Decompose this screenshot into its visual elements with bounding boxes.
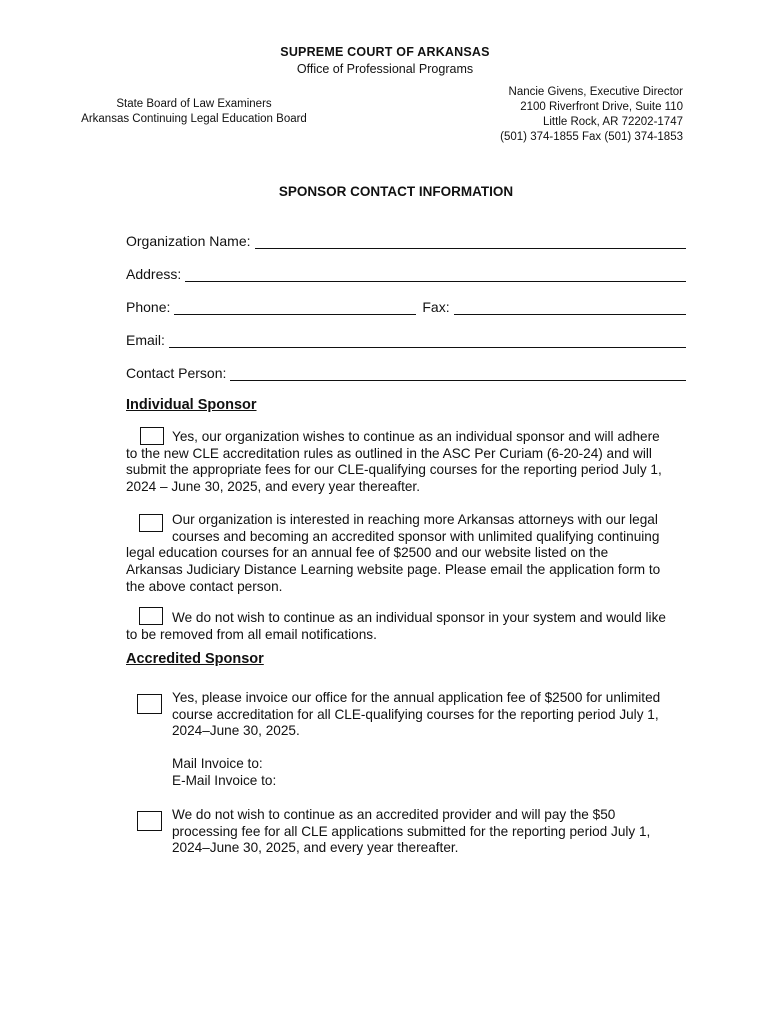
text-line: processing fee for all CLE applications submitted for the reporting period July 1, — [172, 823, 651, 839]
phone-label: Phone: — [126, 299, 171, 315]
address-line[interactable] — [185, 268, 686, 282]
text-line: to be removed from all email notifications. — [126, 626, 377, 642]
individual-discontinue-text — [126, 610, 666, 643]
email-invoice-label: E-Mail Invoice to: — [172, 772, 277, 788]
text-line: legal education courses for an annual fee of $2500 and our website listed on the — [126, 545, 609, 561]
accredited-discontinue-checkbox[interactable] — [137, 811, 162, 831]
individual-continue-text — [126, 429, 662, 496]
email-field[interactable] — [126, 330, 686, 348]
text-line: the above contact person. — [126, 578, 283, 594]
text-line: 2024–June 30, 2025. — [172, 723, 300, 739]
text-line: Yes, our organization wishes to continue as an individual sponsor and will adhere — [172, 429, 660, 444]
contact-person-label: Contact Person: — [126, 365, 227, 381]
individual-sponsor-heading: Individual Sponsor — [126, 397, 257, 413]
accredited-sponsor-heading: Accredited Sponsor — [126, 651, 264, 667]
invoice-recipients — [172, 756, 276, 789]
office-subtitle: Office of Professional Programs — [296, 62, 474, 76]
contact-address-block — [500, 85, 683, 145]
text-line: course accreditation for all CLE-qualifying courses for the reporting period July 1, — [172, 706, 659, 722]
contact-person-field[interactable] — [126, 363, 686, 381]
board-name-1: State Board of Law Examiners — [116, 98, 272, 110]
organization-name-line[interactable] — [255, 235, 686, 249]
text-line: We do not wish to continue as an accredited provider and will pay the $50 — [172, 807, 616, 822]
email-label: Email: — [126, 332, 165, 348]
director-name: Nancie Givens, Executive Director — [508, 86, 683, 98]
fax-line[interactable] — [454, 301, 686, 315]
accredited-invoice-text — [172, 690, 660, 740]
text-line: Arkansas Judiciary Distance Learning website page. Please email the application form to — [126, 562, 661, 578]
board-names — [80, 97, 308, 127]
text-line: submit the appropriate fees for our CLE-qualifying courses for the reporting period July 1, — [126, 462, 662, 478]
organization-name-label: Organization Name: — [126, 233, 251, 249]
board-name-2: Arkansas Continuing Legal Education Board — [81, 113, 307, 125]
form-title: SPONSOR CONTACT INFORMATION — [278, 184, 514, 199]
text-line: to the new CLE accreditation rules as outlined in the ASC Per Curiam (6-20-24) and will — [126, 445, 652, 461]
accredited-discontinue-text — [172, 807, 650, 857]
city-state-zip: Little Rock, AR 72202-1747 — [542, 116, 683, 128]
accredited-invoice-checkbox[interactable] — [137, 694, 162, 714]
address-label: Address: — [126, 266, 182, 282]
text-line: Our organization is interested in reaching more Arkansas attorneys with our legal — [172, 512, 658, 527]
phone-fax: (501) 374-1855 Fax (501) 374-1853 — [500, 131, 683, 143]
court-title: SUPREME COURT OF ARKANSAS — [280, 45, 490, 59]
text-line: We do not wish to continue as an individual sponsor in your system and would like — [172, 610, 666, 625]
text-line: courses and becoming an accredited sponsor with unlimited qualifying continuing — [172, 528, 660, 544]
text-line: Yes, please invoice our office for the annual application fee of $2500 for unlimited — [172, 690, 661, 705]
contact-person-line[interactable] — [230, 367, 686, 381]
mail-invoice-label: Mail Invoice to: — [172, 756, 263, 771]
email-line[interactable] — [169, 334, 686, 348]
text-line: 2024–June 30, 2025, and every year thereafter. — [172, 840, 459, 856]
text-line: 2024 – June 30, 2025, and every year thereafter. — [126, 479, 420, 495]
phone-line[interactable] — [174, 301, 416, 315]
phone-fax-field[interactable] — [126, 297, 686, 315]
street-address: 2100 Riverfront Drive, Suite 110 — [520, 101, 683, 113]
individual-accredited-interest-text — [126, 512, 660, 596]
fax-label: Fax: — [422, 299, 450, 315]
address-field[interactable] — [126, 264, 686, 282]
organization-name-field[interactable] — [126, 231, 686, 249]
